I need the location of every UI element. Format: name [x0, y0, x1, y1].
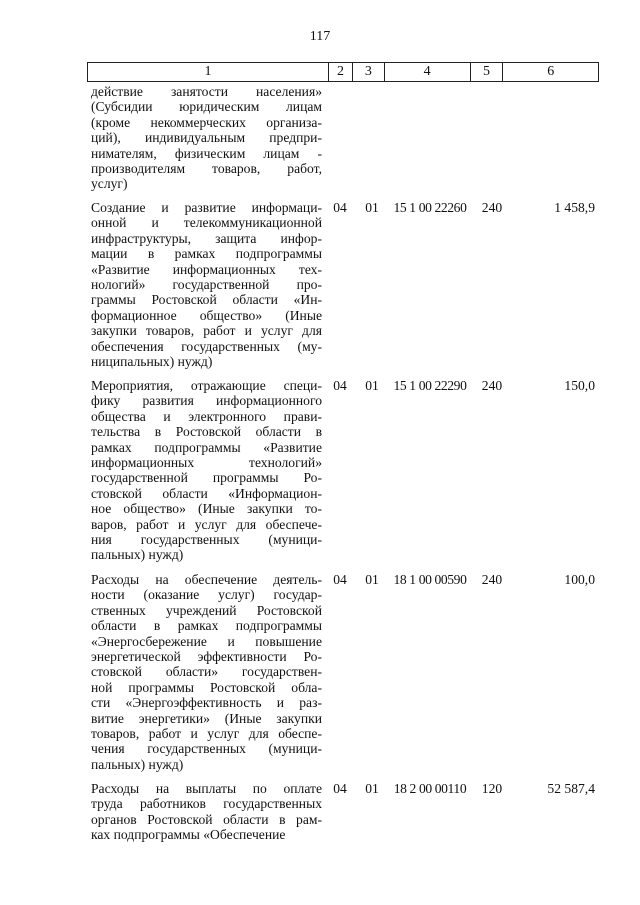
description-line: Расходы на выплаты по оплате — [91, 781, 322, 796]
description-line: ках подпрограммы «Обеспечение — [91, 827, 286, 843]
row-description — [91, 572, 322, 772]
header-col-2: 2 — [328, 63, 352, 81]
amount-value: 52 587,4 — [547, 781, 595, 796]
description-line: сти «Энергоэффективность и раз- — [91, 695, 322, 711]
description-line: формационное общество» (Иные — [91, 307, 322, 323]
description-line: ций), индивидуальным предпри- — [91, 130, 322, 146]
header-col-5: 5 — [470, 63, 503, 81]
target-article-code: 18 1 00 00590 — [393, 572, 467, 587]
expense-type-code: 120 — [481, 781, 503, 796]
subsection-code: 01 — [365, 572, 379, 587]
section-code: 04 — [333, 781, 347, 796]
header-col-4: 4 — [384, 63, 470, 81]
description-line: государственной программы Ро- — [91, 470, 322, 486]
row-description — [91, 200, 322, 369]
description-line: информационных технологий» — [91, 455, 322, 471]
description-line: граммы Ростовской области «Ин- — [91, 292, 322, 308]
description-line: «Развитие информационных тех- — [91, 261, 322, 277]
description-line: области в рамках подпрограммы — [91, 618, 322, 634]
target-article-code: 15 1 00 22260 — [393, 200, 467, 215]
amount-value: 150,0 — [564, 378, 595, 393]
description-line: товаров, работ и услуг для обеспе- — [91, 726, 322, 742]
description-line: общества и электронного прави- — [91, 408, 322, 424]
description-line: (кроме некоммерческих организа- — [91, 114, 322, 130]
description-line: ной программы Ростовской обла- — [91, 679, 322, 695]
row-description — [91, 781, 322, 843]
description-line: труда работников государственных — [91, 796, 322, 812]
description-line: мации в рамках подпрограммы — [91, 246, 322, 262]
description-line: ниципальных) нужд) — [91, 354, 213, 370]
description-line: рамках подпрограммы «Развитие — [91, 439, 322, 455]
description-line: ное общество» (Иные закупки то- — [91, 501, 322, 517]
description-line: действие занятости населения» — [91, 84, 322, 99]
description-line: пальных) нужд) — [91, 547, 184, 563]
description-line: стовской области «Информацион- — [91, 485, 322, 501]
row-description — [91, 378, 322, 563]
section-code: 04 — [333, 572, 347, 587]
row-description — [91, 84, 322, 192]
description-line: «Энергосбережение и повышение — [91, 633, 322, 649]
expense-type-code: 240 — [481, 378, 503, 393]
header-col-3: 3 — [352, 63, 384, 81]
description-line: производителям товаров, работ, — [91, 161, 322, 177]
description-line: ния государственных (муници- — [91, 532, 322, 548]
subsection-code: 01 — [365, 200, 379, 215]
description-line: нологий» государственной про- — [91, 277, 322, 293]
description-line: закупки товаров, работ и услуг для — [91, 323, 322, 339]
target-article-code: 15 1 00 22290 — [393, 378, 467, 393]
subsection-code: 01 — [365, 378, 379, 393]
description-line: фику развития информационного — [91, 393, 322, 409]
section-code: 04 — [333, 200, 347, 215]
description-line: ственных учреждений Ростовской — [91, 602, 322, 618]
description-line: стовской области» государствен- — [91, 664, 322, 680]
description-line: ности (оказание услуг) государ- — [91, 587, 322, 603]
description-line: варов, работ и услуг для обеспече- — [91, 516, 322, 532]
description-line: Создание и развитие информаци- — [91, 200, 322, 215]
description-line: Расходы на обеспечение деятель- — [91, 572, 322, 587]
description-line: витие энергетики» (Иные закупки — [91, 710, 322, 726]
description-line: услуг) — [91, 176, 128, 192]
description-line: чения государственных (муници- — [91, 741, 322, 757]
expense-type-code: 240 — [481, 200, 503, 215]
description-line: инфраструктуры, защита инфор- — [91, 230, 322, 246]
amount-value: 1 458,9 — [554, 200, 595, 215]
target-article-code: 18 2 00 00110 — [393, 781, 467, 796]
subsection-code: 01 — [365, 781, 379, 796]
amount-value: 100,0 — [564, 572, 595, 587]
header-col-6: 6 — [502, 63, 598, 81]
section-code: 04 — [333, 378, 347, 393]
description-line: (Субсидии юридическим лицам — [91, 99, 322, 115]
header-col-1: 1 — [204, 64, 212, 79]
description-line: нимателям, физическим лицам - — [91, 145, 322, 161]
description-line: пальных) нужд) — [91, 756, 184, 772]
table-header-row — [87, 62, 599, 82]
description-line: органов Ростовской области в рам- — [91, 811, 322, 827]
description-line: тельства в Ростовской области в — [91, 424, 322, 440]
description-line: энергетической эффективности Ро- — [91, 649, 322, 665]
description-line: обеспечения государственных (му- — [91, 338, 322, 354]
description-line: онной и телекоммуникационной — [91, 215, 322, 231]
description-line: Мероприятия, отражающие специ- — [91, 378, 322, 393]
page-number: 117 — [309, 29, 331, 44]
expense-type-code: 240 — [481, 572, 503, 587]
